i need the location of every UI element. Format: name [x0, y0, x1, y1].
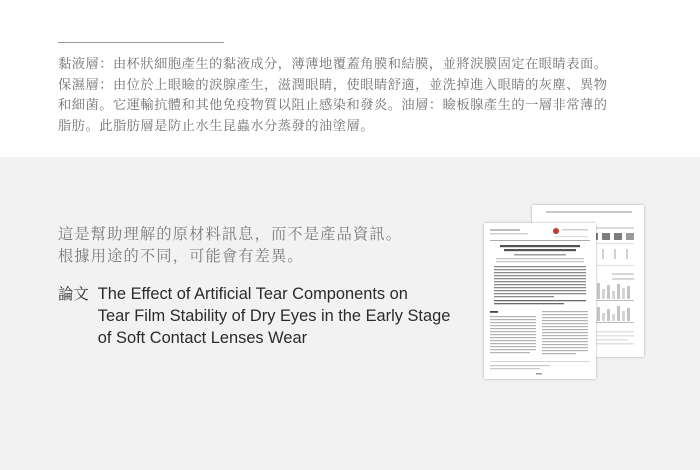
- paper-page-front: [484, 223, 596, 379]
- definition-line-1: 黏液層：由杯狀細胞產生的黏液成分，薄薄地覆蓋角膜和結膜，並將淚膜固定在眼睛表面。: [58, 57, 608, 72]
- paper-citation: [58, 283, 468, 349]
- reference-section: [0, 157, 700, 470]
- paper-title-line-2: Tear Film Stability of Dry Eyes in the Early Stage: [97, 307, 451, 325]
- paper-title-line-1: The Effect of Artificial Tear Components on: [97, 285, 408, 303]
- paper-title: [98, 283, 468, 349]
- paper-title-line-3: of Soft Contact Lenses Wear: [97, 329, 308, 347]
- definition-line-2: 保濕層：由位於上眼瞼的淚腺產生，滋潤眼睛，使眼睛舒適，並洗掉進入眼睛的灰塵、異物: [58, 77, 608, 93]
- definition-line-3: 和細菌。它運輸抗體和其他免疫物質以阻止感染和發炎。油層：瞼板腺產生的一層非常薄的: [58, 98, 608, 113]
- section-divider: [58, 42, 224, 43]
- disclaimer-line-2: 根據用途的不同，可能會有差異。: [58, 247, 304, 265]
- disclaimer-line-1: 這是幫助理解的原材料訊息，而不是產品資訊。: [58, 225, 403, 243]
- disclaimer-text: [58, 223, 458, 267]
- definition-section: [0, 0, 700, 157]
- definition-line-4: 脂肪。此脂肪層是防止水生昆蟲水分蒸發的油塗層。: [58, 118, 374, 134]
- tear-film-definition: [58, 55, 658, 137]
- paper-page-front-art: [484, 223, 596, 379]
- paper-label: 論文: [58, 285, 89, 303]
- paper-thumbnail: [484, 205, 644, 380]
